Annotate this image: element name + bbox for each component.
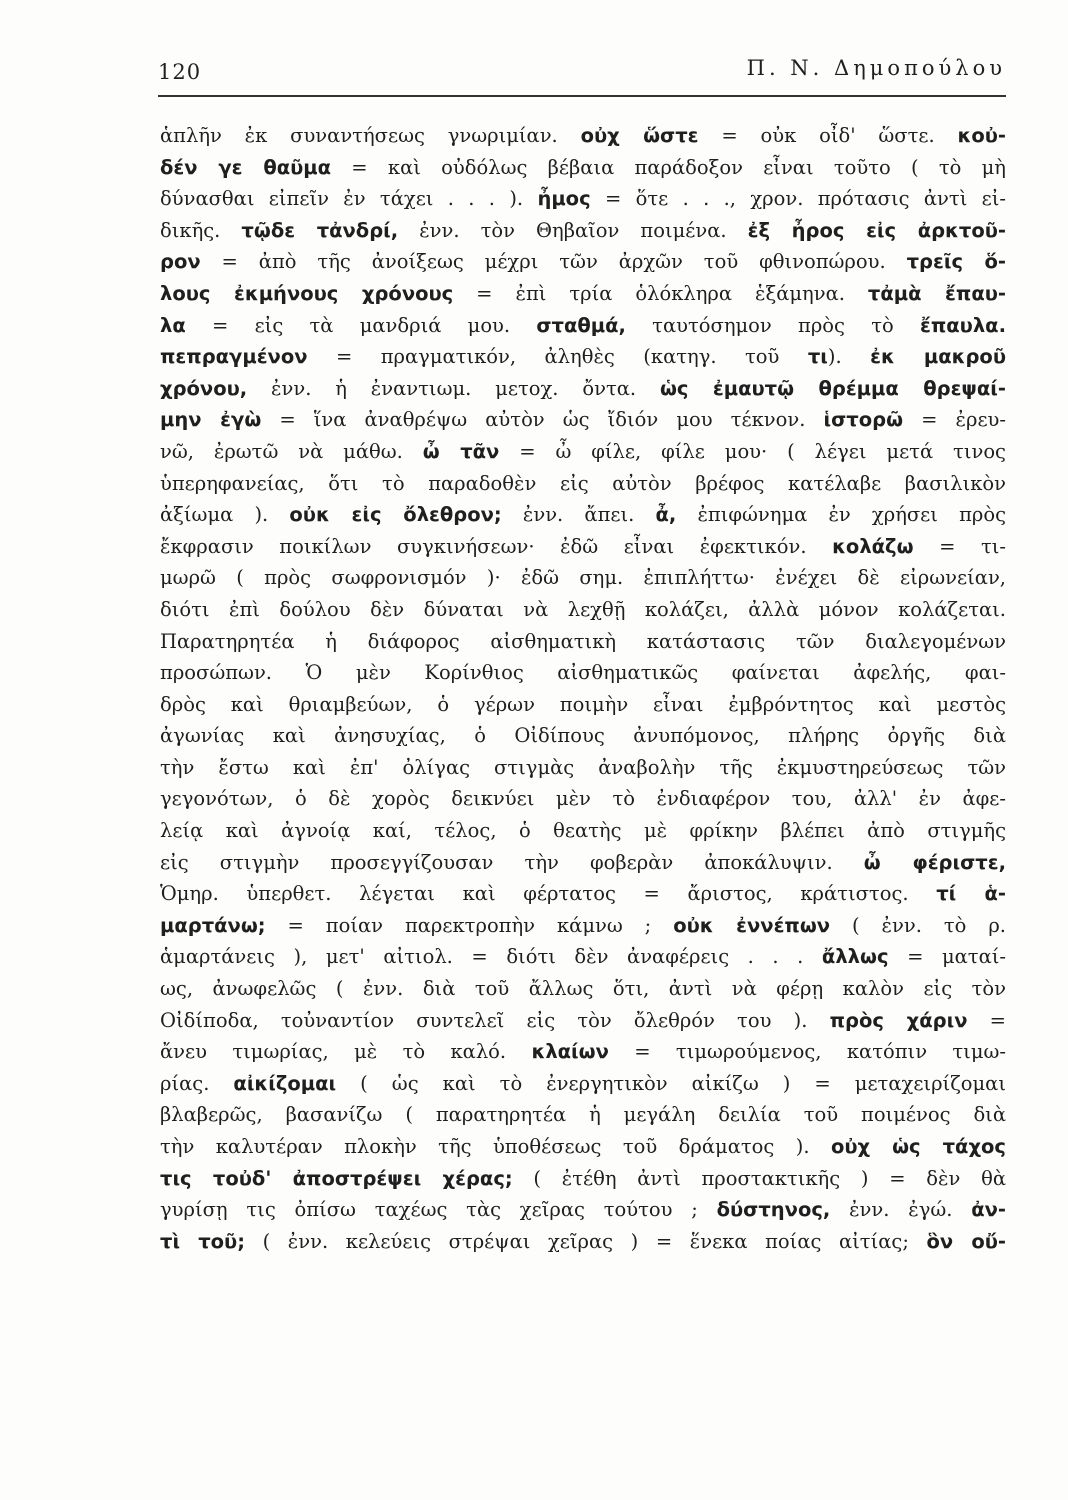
lemma-term: ἱστορῶ (823, 408, 904, 432)
lemma-term: ὦ τᾶν (422, 439, 500, 463)
lemma-term: οὐχ ὥστε (580, 124, 699, 147)
lemma-term: μην ἐγὼ (160, 408, 262, 432)
text-line (160, 341, 1006, 373)
gloss-text: διότι ἐπὶ δούλου δὲν δύναται νὰ λεχθῇ κολάζει, ἀλλὰ μόνον κολάζεται. (160, 597, 1006, 621)
gloss-text: = οὐκ οἶδ' ὥστε. (698, 124, 958, 147)
lemma-term: μαρτάνω; (160, 913, 266, 937)
lemma-term: τῷδε τἀνδρί, (241, 218, 399, 242)
text-line (160, 499, 1006, 531)
gloss-text: εἰς στιγμὴν προσεγγίζουσαν τὴν φοβερὰν ἀποκάλυψιν. (160, 850, 864, 874)
gloss-text: ἀγωνίας καὶ ἀνησυχίας, ὁ Οἰδίπους ἀνυπόμονος, πλήρης ὀργῆς διὰ (160, 724, 1006, 748)
page-header (158, 50, 1006, 94)
gloss-text: = ματαί- (888, 945, 1006, 969)
gloss-text: γυρίσῃ τις ὀπίσω ταχέως τὰς χεῖρας τούτου ; (160, 1198, 717, 1222)
text-line (160, 626, 1006, 658)
gloss-text: τὴν ἔστω καὶ ἐπ' ὀλίγας στιγμὰς ἀναβολὴν τῆς ἐκμυστηρεύσεως τῶν (160, 755, 1006, 779)
lemma-term: ἦμος (537, 187, 591, 211)
gloss-text: ἁπλῆν ἐκ συναντήσεως γνωριμίαν. (160, 124, 581, 147)
gloss-text: ἐνν. ἄπει. (501, 503, 656, 527)
gloss-text: ἐνν. ἐγώ. (830, 1198, 972, 1222)
lemma-term: ἆ, (655, 503, 677, 527)
gloss-text: Οἰδίποδα, τοὐναντίον συντελεῖ εἰς τὸν ὄλεθρόν του ). (160, 1008, 830, 1032)
gloss-text: = ἀπὸ τῆς ἀνοίξεως μέχρι τῶν ἀρχῶν τοῦ φθινοπώρου. (200, 250, 907, 274)
lemma-term: τις τοὐδ' ἀποστρέψει χέρας; (160, 1166, 513, 1190)
text-line (160, 878, 1006, 910)
text-line (160, 910, 1006, 942)
lemma-term: αἰκίζομαι (233, 1071, 337, 1095)
lemma-term: δέν γε θαῦμα (160, 155, 332, 179)
gloss-text: δύνασθαι εἰπεῖν ἐν τάχει . . . ). (160, 187, 538, 211)
text-line (160, 973, 1006, 1005)
lemma-term: χρόνου, (160, 376, 248, 400)
lemma-term: λους ἐκμήνους χρόνους (160, 281, 454, 305)
gloss-text: = ἵνα ἀναθρέψω αὐτὸν ὡς ἴδιόν μου τέκνον. (261, 408, 824, 432)
text-line (160, 152, 1006, 184)
text-line (160, 1226, 1006, 1258)
lemma-term: οὐκ ἐννέπων (673, 913, 831, 937)
text-line (160, 941, 1006, 973)
gloss-text: ( ἐτέθη ἀντὶ προστακτικῆς ) = δὲν θὰ (512, 1166, 1006, 1190)
lemma-term: τί ἁ- (936, 882, 1006, 906)
text-line (160, 120, 1006, 152)
text-line (160, 310, 1006, 342)
text-line (160, 215, 1006, 247)
text-line (160, 278, 1006, 310)
text-line (160, 1131, 1006, 1163)
gloss-text: νῶ, ἐρωτῶ νὰ μάθω. (160, 439, 423, 463)
text-line (160, 468, 1006, 500)
text-line (160, 594, 1006, 626)
lemma-term: πεπραγμένον (160, 345, 308, 369)
text-line (160, 720, 1006, 752)
gloss-text: δικῆς. (160, 218, 242, 242)
gloss-text: = τι- (913, 534, 1006, 558)
text-line (160, 689, 1006, 721)
text-line (160, 657, 1006, 689)
lemma-term: οὐχ ὡς τάχος (830, 1135, 1006, 1158)
gloss-text: ἐνν. τὸν Θηβαῖον ποιμένα. (398, 218, 748, 242)
gloss-text: ). (827, 345, 871, 369)
gloss-text: ἐνν. ἡ ἐναντιωμ. μετοχ. ὄντα. (247, 376, 660, 400)
lemma-term: κοὐ- (957, 124, 1006, 147)
text-line (160, 815, 1006, 847)
gloss-text: = καὶ οὐδόλως βέβαια παράδοξον εἶναι τοῦτο ( τὸ μὴ (331, 155, 1006, 179)
lemma-term: ὃν οὔ- (926, 1229, 1006, 1253)
text-line (160, 847, 1006, 879)
lemma-term: ὦ φέριστε, (863, 850, 1006, 874)
text-line (160, 1036, 1006, 1068)
gloss-text: λείᾳ καὶ ἀγνοίᾳ καί, τέλος, ὁ θεατὴς μὲ φρίκην βλέπει ἀπὸ στιγμῆς (160, 819, 1006, 843)
lemma-term: ἐξ ἦρος εἰς ἀρκτοῦ- (747, 218, 1006, 242)
lemma-term: οὐκ εἰς ὄλεθρον; (289, 503, 502, 527)
text-line (160, 1163, 1006, 1195)
gloss-text: ἁμαρτάνεις ), μετ' αἰτιολ. = διότι δὲν ἀναφέρεις . . . (160, 945, 822, 969)
gloss-text: δρὸς καὶ θριαμβεύων, ὁ γέρων ποιμὴν εἶναι ἐμβρόντητος καὶ μεστὸς (160, 692, 1006, 716)
lemma-term: λα (160, 313, 186, 337)
lemma-term: κολάζω (832, 534, 914, 558)
gloss-text: ( ἐνν. τὸ ρ. (830, 913, 1006, 937)
gloss-text: = ποίαν παρεκτροπὴν κάμνω ; (265, 913, 674, 937)
gloss-text: ως, ἀνωφελῶς ( ἐνν. διὰ τοῦ ἄλλως ὅτι, ἀντὶ νὰ φέρῃ καλὸν εἰς τὸν (160, 977, 1006, 1001)
gloss-text: βλαβερῶς, βασανίζω ( παρατηρητέα ἡ μεγάλη δειλία τοῦ ποιμένος διὰ (160, 1103, 1006, 1127)
lemma-term: δύστηνος, (716, 1198, 831, 1222)
lemma-term: ὡς ἐμαυτῷ θρέμμα θρεψαί- (659, 376, 1006, 400)
gloss-text: μωρῶ ( πρὸς σωφρονισμόν )· ἐδῶ σημ. ἐπιπλήττω· ἐνέχει δὲ εἰρωνείαν, (160, 566, 1006, 590)
gloss-text: = ὦ φίλε, φίλε μου· ( λέγει μετά τινος (499, 439, 1006, 463)
lemma-term: τἀμὰ ἔπαυ- (867, 281, 1006, 305)
text-line (160, 1005, 1006, 1037)
page-number: 120 (158, 60, 202, 84)
gloss-text: ( ὡς καὶ τὸ ἐνεργητικὸν αἰκίζω ) = μεταχειρίζομαι (336, 1071, 1006, 1095)
gloss-text: = ὅτε . . ., χρον. πρότασις ἀντὶ εἰ- (590, 187, 1006, 211)
lemma-term: πρὸς χάριν (829, 1008, 968, 1032)
lemma-term: ἔπαυλα. (919, 313, 1006, 337)
gloss-text: ἔκφρασιν ποικίλων συγκινήσεων· ἐδῶ εἶναι ἐφεκτικόν. (160, 534, 833, 558)
gloss-text: ὑπερηφανείας, ὅτι τὸ παραδοθὲν εἰς αὐτὸν βρέφος κατέλαβε βασιλικὸν (160, 471, 1006, 495)
running-head: Π. Ν. Δημοπούλου (746, 56, 1006, 80)
text-line (160, 373, 1006, 405)
lemma-term: τι (807, 345, 828, 369)
header-rule (158, 95, 1006, 97)
text-line (160, 1194, 1006, 1226)
gloss-text: ταυτόσημον πρὸς τὸ (625, 313, 920, 337)
gloss-text: Παρατηρητέα ἡ διάφορος αἰσθηματικὴ κατάστασις τῶν διαλεγομένων (160, 629, 1006, 653)
text-line (160, 436, 1006, 468)
gloss-text: ἄνευ τιμωρίας, μὲ τὸ καλό. (160, 1040, 532, 1064)
text-line (160, 404, 1006, 436)
text-line (160, 246, 1006, 278)
lemma-term: σταθμά, (536, 313, 626, 337)
gloss-text: = ἐπὶ τρία ὁλόκληρα ἑξάμηνα. (453, 281, 868, 305)
lemma-term: κλαίων (531, 1040, 609, 1064)
lemma-term: ἀν- (971, 1198, 1006, 1222)
gloss-text: ἀξίωμα ). (160, 503, 290, 527)
text-line (160, 183, 1006, 215)
lemma-term: τρεῖς ὅ- (906, 250, 1006, 274)
gloss-text: προσώπων. Ὁ μὲν Κορίνθιος αἰσθηματικῶς φαίνεται ἀφελής, φαι- (160, 661, 1006, 685)
gloss-text: ( ἐνν. κελεύεις στρέψαι χεῖρας ) = ἕνεκα ποίας αἰτίας; (245, 1229, 927, 1253)
gloss-text: ἐπιφώνημα ἐν χρήσει πρὸς (676, 503, 1006, 527)
text-line (160, 752, 1006, 784)
text-line (160, 562, 1006, 594)
lemma-term: τὶ τοῦ; (160, 1229, 246, 1253)
gloss-text: Ὁμηρ. ὑπερθετ. λέγεται καὶ φέρτατος = ἄριστος, κράτιστος. (160, 882, 937, 906)
text-line (160, 531, 1006, 563)
text-line (160, 1068, 1006, 1100)
gloss-text: = πραγματικόν, ἀληθὲς (κατηγ. τοῦ (307, 345, 808, 369)
gloss-text: γεγονότων, ὁ δὲ χορὸς δεικνύει μὲν τὸ ἐνδιαφέρον του, ἀλλ' ἐν ἀφε- (160, 787, 1006, 811)
gloss-text: = (967, 1008, 1006, 1032)
gloss-text: = ἐρευ- (903, 408, 1006, 432)
lemma-term: ἐκ μακροῦ (870, 345, 1006, 369)
lemma-term: ρον (160, 250, 201, 274)
commentary-text (160, 120, 1006, 1257)
text-line (160, 783, 1006, 815)
lemma-term: ἄλλως (821, 945, 889, 969)
gloss-text: = τιμωρούμενος, κατόπιν τιμω- (608, 1040, 1006, 1064)
gloss-text: τὴν καλυτέραν πλοκὴν τῆς ὑποθέσεως τοῦ δράματος ). (160, 1135, 831, 1158)
gloss-text: ρίας. (160, 1071, 234, 1095)
text-line (160, 1099, 1006, 1131)
gloss-text: = εἰς τὰ μανδριά μου. (185, 313, 537, 337)
